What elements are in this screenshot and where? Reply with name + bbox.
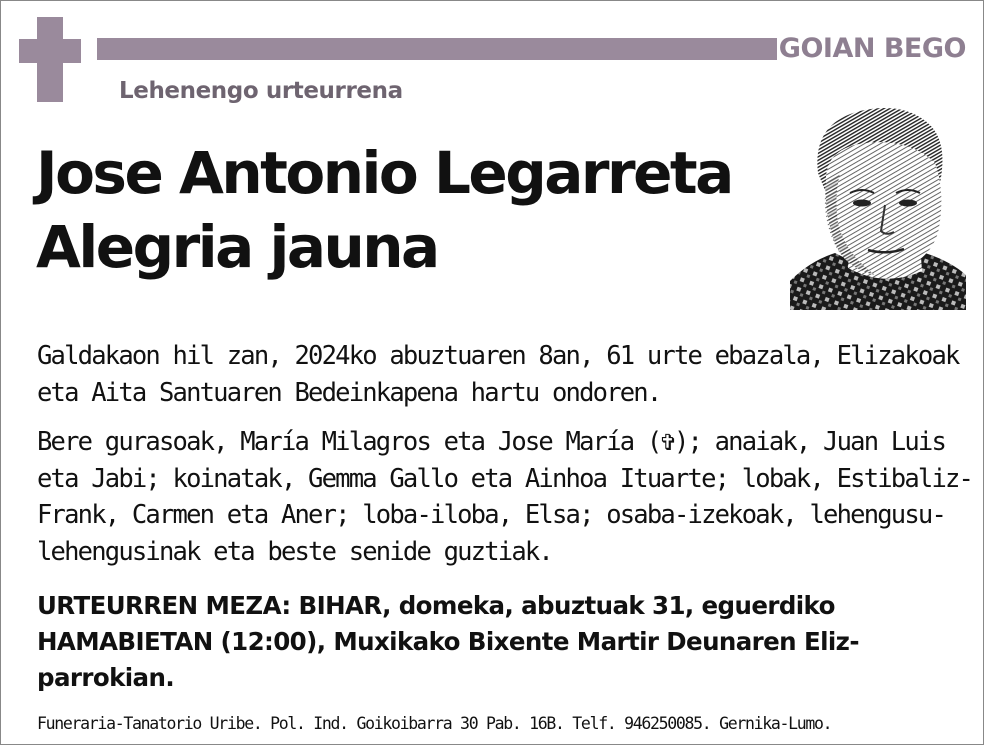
text-line: URTEURREN MEZA: BIHAR, domeka, abuztuak 31, eguerdiko	[37, 591, 835, 620]
text-line: lehengusinak eta beste senide guztiak.	[37, 536, 552, 567]
text-line: Galdakaon hil zan, 2024ko abuztuaren 8an, 61 urte ebazala, Elizakoak	[37, 341, 959, 371]
text-line: eta Jabi; koinatak, Gemma Gallo eta Ainhoa Ituarte; lobak, Estibaliz-	[37, 463, 973, 494]
mass-announcement-paragraph	[37, 588, 952, 696]
subtitle: Lehenengo urteurrena	[119, 78, 403, 104]
section-label: GOIAN BEGO	[778, 33, 966, 64]
name-line-2: Alegria jauna	[36, 213, 438, 281]
death-notice-paragraph	[37, 338, 959, 411]
funeral-home-footer: Funeraria-Tanatorio Uribe. Pol. Ind. Goikoibarra 30 Pab. 16B. Telf. 946250085. Gernika-Lumo.	[37, 714, 832, 733]
deceased-name	[36, 136, 796, 284]
family-paragraph	[37, 424, 973, 570]
text-line: parrokian.	[37, 663, 175, 692]
name-line-1: Jose Antonio Legarreta	[36, 139, 732, 207]
text-line: Bere gurasoak, María Milagros eta Jose María (✞); anaiak, Juan Luis	[37, 427, 946, 457]
text-line: eta Aita Santuaren Bedeinkapena hartu ondoren.	[37, 377, 661, 408]
portrait-photo	[790, 103, 966, 310]
text-line: HAMABIETAN (12:00), Muxikako Bixente Martir Deunaren Eliz-	[37, 627, 859, 656]
header-bar	[97, 38, 777, 60]
text-line: Frank, Carmen eta Aner; loba-iloba, Elsa; osaba-izekoak, lehengusu-	[37, 500, 946, 530]
